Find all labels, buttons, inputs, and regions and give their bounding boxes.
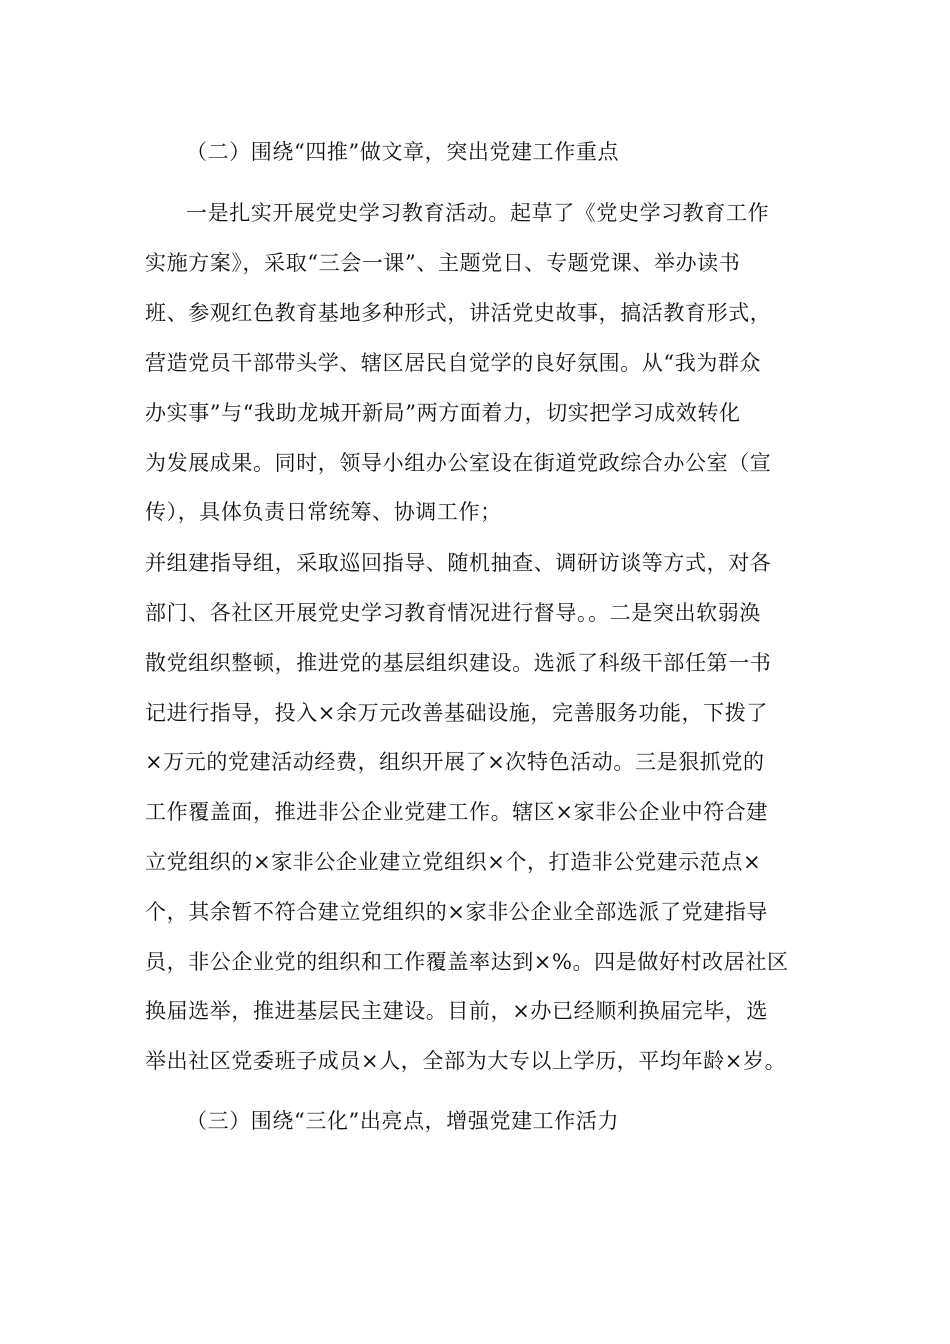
paragraph-line: 办实事”与“我助龙城开新局”两方面着力，切实把学习成效转化 bbox=[145, 401, 741, 425]
paragraph-line: 部门、各社区开展党史学习教育情况进行督导。。二是突出软弱涣 bbox=[145, 601, 761, 625]
paragraph-line: 并组建指导组，采取巡回指导、随机抽查、调研访谈等方式，对各 bbox=[145, 551, 772, 575]
paragraph-line: 举出社区党委班子成员×人，全部为大专以上学历，平均年龄×岁。 bbox=[145, 1049, 787, 1073]
paragraph-line: 一是扎实开展党史学习教育活动。起草了《党史学习教育工作 bbox=[186, 201, 770, 225]
paragraph-line: 记进行指导，投入×余万元改善基础设施，完善服务功能，下拨了 bbox=[145, 701, 768, 725]
paragraph-line: 班、参观红色教育基地多种形式，讲活党史故事，搞活教育形式， bbox=[145, 301, 772, 325]
section-heading-2: （二）围绕“四推”做文章，突出党建工作重点 bbox=[186, 140, 620, 164]
paragraph-line: 员，非公企业党的组织和工作覆盖率达到×%。四是做好村改居社区 bbox=[145, 950, 789, 974]
paragraph-line: 个，其余暂不符合建立党组织的×家非公企业全部选派了党建指导 bbox=[145, 900, 768, 924]
paragraph-line: 传），具体负责日常统筹、协调工作； bbox=[145, 500, 502, 524]
paragraph-line: 换届选举，推进基层民主建设。目前，×办已经顺利换届完毕，选 bbox=[145, 999, 768, 1023]
paragraph-line: 立党组织的×家非公企业建立党组织×个，打造非公党建示范点× bbox=[145, 850, 762, 874]
section-heading-3: （三）围绕“三化”出亮点，增强党建工作活力 bbox=[186, 1109, 620, 1133]
paragraph-line: 工作覆盖面，推进非公企业党建工作。辖区×家非公企业中符合建 bbox=[145, 800, 768, 824]
paragraph-line: 实施方案》，采取“三会一课”、主题党日、专题党课、举办读书 bbox=[145, 251, 741, 275]
paragraph-line: 散党组织整顿，推进党的基层组织建设。选派了科级干部任第一书 bbox=[145, 651, 772, 675]
paragraph-line: 营造党员干部带头学、辖区居民自觉学的良好氛围。从“我为群众 bbox=[145, 351, 762, 375]
paragraph-line: ×万元的党建活动经费，组织开展了×次特色活动。三是狠抓党的 bbox=[145, 750, 765, 774]
paragraph-line: 为发展成果。同时，领导小组办公室设在街道党政综合办公室（宣 bbox=[145, 451, 772, 475]
